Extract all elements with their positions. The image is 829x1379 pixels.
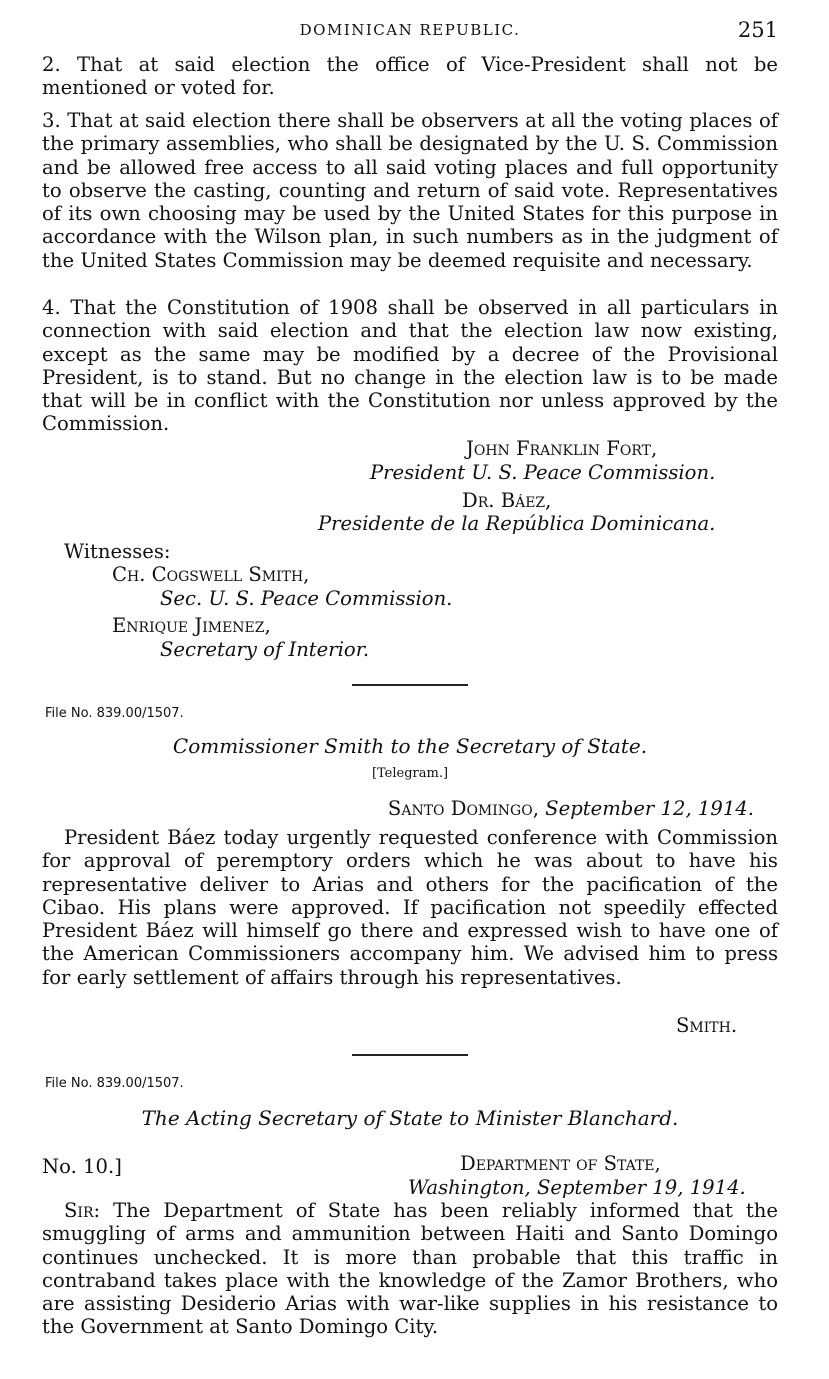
- telegram-label: [Telegram.]: [371, 766, 449, 781]
- instruction-title: The Acting Secretary of State to Minister Blanchard.: [141, 1106, 679, 1130]
- witness-1-name: Ch. Cogswell Smith,: [112, 563, 310, 586]
- witnesses-label: Witnesses:: [64, 540, 171, 563]
- telegram-title: Commissioner Smith to the Secretary of State.: [172, 734, 648, 758]
- section-divider: [352, 684, 468, 686]
- signer-1-title: President U. S. Peace Commission.: [370, 461, 716, 484]
- witness-2-title: Secretary of Interior.: [160, 638, 370, 661]
- instruction-body-text: The Department of State has been reliably informed that the smuggling of arms and ammunition between Haiti and Santo Domingo continues unchecked. It is more than probable that this traffic in contraband takes place with the knowledge of the Zamor Brothers, who are assisting Desiderio Arias with war-like supplies in his resistance to the Government at Santo Domingo City.: [42, 1199, 778, 1339]
- dateline-date: September 12, 1914.: [545, 797, 754, 820]
- file-number-2: File No. 839.00/1507.: [45, 1076, 184, 1091]
- document-page: [42, 0, 778, 1379]
- telegram-dateline: [388, 797, 754, 820]
- instruction-place-date: Washington, September 19, 1914.: [408, 1176, 746, 1199]
- witness-2-name: Enrique Jimenez,: [112, 614, 271, 637]
- section-divider: [352, 1054, 468, 1056]
- condition-3-paragraph: 3. That at said election there shall be observers at all the voting places of the primary assemblies, who shall be designated by the U. S. Commission and be allowed free access to all said voting places and full opportunity to observe the casting, counting and return of said vote. Representatives of its own choosing may be used by the United States for this purpose in accordance with the Wilson plan, in such numbers as in the judgment of the United States Commission may be deemed requisite and necessary.: [42, 109, 778, 272]
- signer-2-title: Presidente de la República Dominicana.: [318, 512, 716, 535]
- dateline-place: Santo Domingo,: [387, 797, 539, 820]
- signer-2-name: Dr. Báez,: [462, 489, 552, 512]
- instruction-body: [42, 1199, 778, 1339]
- file-number-1: File No. 839.00/1507.: [45, 706, 184, 721]
- salutation: Sir:: [64, 1199, 101, 1222]
- signer-1-name: John Franklin Fort,: [466, 437, 658, 460]
- condition-2-paragraph: 2. That at said election the office of Vice-President shall not be mentioned or voted for.: [42, 53, 778, 100]
- running-title: DOMINICAN REPUBLIC.: [299, 21, 521, 39]
- page-number: 251: [737, 18, 778, 42]
- telegram-signature: Smith.: [676, 1014, 738, 1037]
- department-heading: Department of State,: [460, 1152, 661, 1175]
- telegram-body: President Báez today urgently requested conference with Commission for approval of peremptory orders which he was about to have his representative deliver to Arias and others for the pacification of the Cibao. His plans were approved. If pacification not speedily effected President Báez will himself go there and expressed wish to have one of the American Commissioners accompany him. We advised him to press for early settlement of affairs through his representatives.: [42, 826, 778, 989]
- witness-1-title: Sec. U. S. Peace Commission.: [160, 587, 453, 610]
- running-header: [42, 18, 778, 42]
- condition-4-paragraph: 4. That the Constitution of 1908 shall be observed in all particulars in connection with said election and that the election law now existing, except as the same may be modified by a decree of the Provisional President, is to stand. But no change in the election law is to be made that will be in conflict with the Constitution nor unless approved by the Commission.: [42, 296, 778, 436]
- instruction-number: No. 10.]: [42, 1155, 122, 1178]
